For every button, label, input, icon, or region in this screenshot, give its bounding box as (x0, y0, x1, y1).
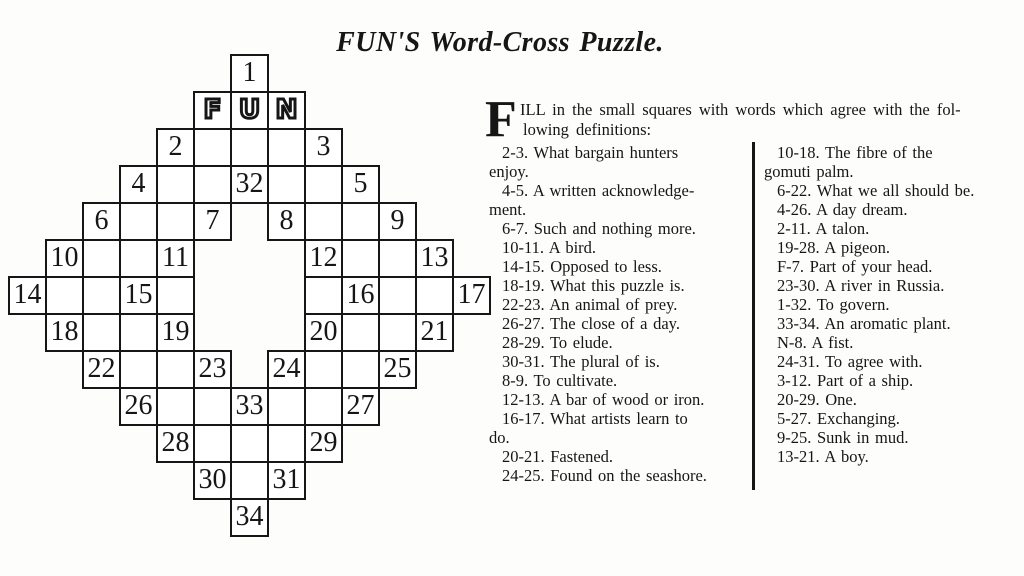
clue (764, 181, 1022, 200)
clue (489, 466, 752, 485)
clue-line: 24-25. Found on the seashore. (502, 466, 707, 485)
cell-number: 1 (242, 56, 257, 88)
clue (489, 371, 752, 390)
clue-line: 10-11. A bird. (502, 238, 597, 257)
clue (764, 409, 1022, 428)
cell-number: 17 (457, 278, 486, 310)
cell-number: 23 (198, 352, 227, 384)
cell-number: 14 (13, 278, 42, 310)
grid-cell[interactable] (267, 165, 306, 204)
clue-line: 1-32. To govern. (777, 295, 890, 314)
grid-cell[interactable] (304, 424, 343, 463)
cell-number: 8 (279, 204, 294, 236)
cell-number: 32 (235, 167, 264, 199)
grid-cell[interactable] (156, 313, 195, 352)
grid-cell[interactable] (193, 424, 232, 463)
clue (489, 447, 752, 466)
grid-cell[interactable] (193, 350, 232, 389)
cell-number: 28 (161, 426, 190, 458)
clue-line: 12-13. A bar of wood or iron. (502, 390, 705, 409)
clue-line: 14-15. Opposed to less. (502, 257, 662, 276)
grid-cell[interactable] (267, 202, 306, 241)
cell-number: 21 (420, 315, 449, 347)
grid-cell[interactable] (267, 461, 306, 500)
grid-cell[interactable] (156, 239, 195, 278)
clue (764, 219, 1022, 238)
clue (764, 200, 1022, 219)
clue-line: N-8. A fist. (777, 333, 854, 352)
grid-cell[interactable] (119, 202, 158, 241)
grid-cell[interactable] (8, 276, 47, 315)
cell-number: 31 (272, 463, 301, 495)
clue-line: 24-31. To agree with. (777, 352, 923, 371)
grid-cell[interactable] (341, 165, 380, 204)
clue-line: 4-5. A written acknowledge- (502, 181, 695, 200)
clue (764, 428, 1022, 447)
grid-cell[interactable] (267, 350, 306, 389)
cell-number: 20 (309, 315, 338, 347)
grid-cell[interactable] (82, 350, 121, 389)
grid-cell[interactable] (119, 313, 158, 352)
grid-cell[interactable] (267, 424, 306, 463)
grid-cell[interactable] (45, 239, 84, 278)
cell-number: 3 (316, 130, 331, 162)
grid-cell[interactable] (193, 202, 232, 241)
intro-drop-cap: F (485, 91, 517, 148)
grid-cell[interactable] (267, 128, 306, 167)
clue-line: 30-31. The plural of is. (502, 352, 660, 371)
grid-cell[interactable] (378, 350, 417, 389)
cell-letter: N (275, 94, 298, 125)
grid-cell[interactable] (304, 239, 343, 278)
clue (764, 447, 1022, 466)
cell-number: 27 (346, 389, 375, 421)
grid-cell[interactable] (230, 165, 269, 204)
clue (489, 219, 752, 238)
grid-cell[interactable] (230, 498, 269, 537)
grid-cell[interactable] (452, 276, 491, 315)
clue-line: ment. (489, 200, 527, 219)
clue-column-left (489, 143, 752, 485)
intro-line-1: ILL in the small squares with words which agree with the fol- (520, 100, 961, 119)
grid-cell[interactable] (119, 165, 158, 204)
clue (489, 238, 752, 257)
grid-cell[interactable] (230, 128, 269, 167)
cell-number: 24 (272, 352, 301, 384)
column-divider (752, 142, 755, 490)
cell-letter: U (238, 94, 261, 125)
clue (489, 390, 752, 409)
cell-number: 29 (309, 426, 338, 458)
grid-cell[interactable] (156, 276, 195, 315)
grid-cell[interactable] (230, 54, 269, 93)
grid-cell[interactable] (45, 276, 84, 315)
grid-cell[interactable] (82, 239, 121, 278)
grid-cell[interactable] (156, 128, 195, 167)
grid-letter-cell[interactable] (230, 91, 269, 130)
clue-line: 2-11. A talon. (777, 219, 870, 238)
cell-number: 11 (162, 241, 189, 273)
cell-number: 15 (124, 278, 153, 310)
grid-cell[interactable] (378, 202, 417, 241)
clue-line: 10-18. The fibre of the (777, 143, 933, 162)
grid-cell[interactable] (156, 387, 195, 426)
grid-cell[interactable] (267, 387, 306, 426)
clue-line: 33-34. An aromatic plant. (777, 314, 951, 333)
cell-number: 6 (94, 204, 109, 236)
grid-cell[interactable] (119, 239, 158, 278)
clue (764, 371, 1022, 390)
clue-line: F-7. Part of your head. (777, 257, 933, 276)
clue-line: 26-27. The close of a day. (502, 314, 680, 333)
clue-line: enjoy. (489, 162, 529, 181)
grid-cell[interactable] (230, 461, 269, 500)
clue-line: 28-29. To elude. (502, 333, 613, 352)
clue (764, 143, 1022, 181)
grid-cell[interactable] (341, 387, 380, 426)
clue-line: 13-21. A boy. (777, 447, 869, 466)
clue (489, 333, 752, 352)
cell-number: 18 (50, 315, 79, 347)
clue (764, 276, 1022, 295)
cell-number: 5 (353, 167, 368, 199)
grid-cell[interactable] (230, 424, 269, 463)
cell-number: 12 (309, 241, 338, 273)
grid-cell[interactable] (82, 313, 121, 352)
clue (489, 143, 752, 181)
clue (489, 257, 752, 276)
grid-cell[interactable] (304, 313, 343, 352)
clue-line: 18-19. What this puzzle is. (502, 276, 685, 295)
clue (764, 314, 1022, 333)
grid-cell[interactable] (378, 239, 417, 278)
clue (764, 238, 1022, 257)
grid-cell[interactable] (193, 165, 232, 204)
grid-cell[interactable] (341, 202, 380, 241)
clue (489, 276, 752, 295)
grid-cell[interactable] (341, 350, 380, 389)
clue (489, 314, 752, 333)
cell-number: 16 (346, 278, 375, 310)
grid-cell[interactable] (119, 387, 158, 426)
clue-line: 20-29. One. (777, 390, 857, 409)
clue (489, 181, 752, 219)
grid-cell[interactable] (304, 202, 343, 241)
grid-cell[interactable] (156, 165, 195, 204)
grid-cell[interactable] (304, 350, 343, 389)
page-title: FUN'S Word-Cross Puzzle. (336, 27, 664, 58)
intro-line-2: lowing definitions: (523, 120, 652, 139)
cell-number: 4 (131, 167, 146, 199)
cell-number: 13 (420, 241, 449, 273)
clue (489, 352, 752, 371)
grid-cell[interactable] (415, 276, 454, 315)
grid-cell[interactable] (341, 239, 380, 278)
cell-number: 26 (124, 389, 153, 421)
clue (489, 295, 752, 314)
grid-cell[interactable] (378, 313, 417, 352)
clue-line: gomuti palm. (764, 162, 854, 181)
cell-number: 19 (161, 315, 190, 347)
clue-line: 2-3. What bargain hunters (502, 143, 679, 162)
clue-line: 23-30. A river in Russia. (777, 276, 945, 295)
cell-number: 7 (205, 204, 220, 236)
grid-cell[interactable] (156, 424, 195, 463)
clue (764, 390, 1022, 409)
grid-cell[interactable] (156, 202, 195, 241)
grid-cell[interactable] (341, 313, 380, 352)
cell-number: 10 (50, 241, 79, 273)
clue-line: 19-28. A pigeon. (777, 238, 890, 257)
grid-cell[interactable] (82, 202, 121, 241)
grid-letter-cell[interactable] (267, 91, 306, 130)
grid-cell[interactable] (193, 387, 232, 426)
grid-cell[interactable] (45, 313, 84, 352)
clue (764, 295, 1022, 314)
grid-cell[interactable] (82, 276, 121, 315)
grid-cell[interactable] (193, 128, 232, 167)
grid-cell[interactable] (415, 239, 454, 278)
cell-number: 34 (235, 500, 264, 532)
grid-letter-cell[interactable] (193, 91, 232, 130)
cell-number: 22 (87, 352, 116, 384)
cell-number: 25 (383, 352, 412, 384)
grid-cell[interactable] (304, 276, 343, 315)
clue-line: 6-7. Such and nothing more. (502, 219, 696, 238)
clue-line: 6-22. What we all should be. (777, 181, 975, 200)
grid-cell[interactable] (119, 276, 158, 315)
grid-cell[interactable] (378, 276, 417, 315)
clue (764, 352, 1022, 371)
clue-line: 4-26. A day dream. (777, 200, 908, 219)
grid-cell[interactable] (415, 313, 454, 352)
clue-line: 9-25. Sunk in mud. (777, 428, 909, 447)
grid-cell[interactable] (156, 350, 195, 389)
clue-line: 20-21. Fastened. (502, 447, 614, 466)
cell-number: 9 (390, 204, 405, 236)
grid-cell[interactable] (119, 350, 158, 389)
cell-letter: F (203, 94, 222, 125)
grid-cell[interactable] (304, 128, 343, 167)
cell-number: 33 (235, 389, 264, 421)
clue-line: 22-23. An animal of prey. (502, 295, 678, 314)
grid-cell[interactable] (193, 461, 232, 500)
clue-line: 3-12. Part of a ship. (777, 371, 914, 390)
grid-cell[interactable] (341, 276, 380, 315)
clue-line: 5-27. Exchanging. (777, 409, 900, 428)
cell-number: 2 (168, 130, 183, 162)
clue (489, 409, 752, 447)
grid-cell[interactable] (230, 387, 269, 426)
clue-line: 8-9. To cultivate. (502, 371, 618, 390)
grid-cell[interactable] (304, 387, 343, 426)
clue (764, 257, 1022, 276)
cell-number: 30 (198, 463, 227, 495)
clue (764, 333, 1022, 352)
clue-column-right (764, 143, 1022, 466)
clue-line: 16-17. What artists learn to (502, 409, 688, 428)
clue-line: do. (489, 428, 510, 447)
grid-cell[interactable] (304, 165, 343, 204)
